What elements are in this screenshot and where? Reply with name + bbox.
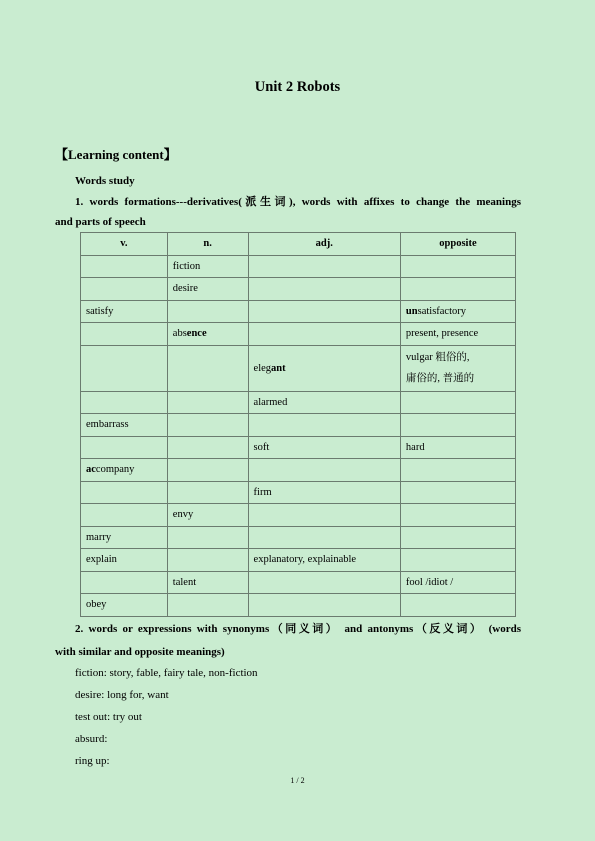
table-cell [81, 549, 168, 572]
cell-text: embarrass [86, 419, 129, 431]
table-row [81, 345, 516, 391]
bold-affix: un [405, 305, 418, 317]
table-cell [167, 594, 248, 617]
cell-text: obey [86, 599, 107, 611]
table-cell [248, 436, 400, 459]
bold-suffix: ence [186, 328, 207, 340]
table-cell [400, 300, 515, 323]
page-title: Unit 2 Robots [254, 79, 341, 95]
table-cell [248, 594, 400, 617]
table-cell [167, 549, 248, 572]
table-cell [81, 278, 168, 301]
synonym-line: absurd: [75, 733, 108, 745]
header-noun: n. [167, 233, 248, 256]
cell-text: desire [172, 283, 198, 295]
table-cell [248, 549, 400, 572]
table-cell [81, 300, 168, 323]
table-cell [248, 414, 400, 437]
point-2-line-1: 2. words or expressions with synonyms（同义词） and antonyms（反义词） (words [75, 623, 521, 635]
table-cell [400, 459, 515, 482]
table-cell [167, 526, 248, 549]
table-cell [167, 436, 248, 459]
point-1-line-1: 1. words formations---derivatives(派生词), words with affixes to change the meanings [75, 196, 521, 208]
table-cell [248, 323, 400, 346]
table-row [81, 459, 516, 482]
cell-text: eleg [253, 362, 272, 374]
synonym-line: ring up: [75, 755, 110, 767]
table-cell [400, 481, 515, 504]
header-opposite: opposite [400, 233, 515, 256]
cell-text: hard [405, 441, 425, 453]
table-cell [167, 481, 248, 504]
table-cell [81, 391, 168, 414]
synonym-line: test out: try out [75, 711, 142, 723]
table-cell [81, 481, 168, 504]
table-cell [248, 459, 400, 482]
table-cell [81, 414, 168, 437]
table-cell [248, 278, 400, 301]
table-cell [81, 436, 168, 459]
cell-text: talent [172, 576, 197, 588]
table-cell [248, 255, 400, 278]
cell-text: company [95, 464, 135, 476]
cell-text-line-2: 庸俗的, 普通的 [405, 372, 475, 384]
table-cell [248, 391, 400, 414]
table-cell [167, 323, 248, 346]
table-row [81, 414, 516, 437]
table-cell [400, 391, 515, 414]
table-row [81, 571, 516, 594]
table-row [81, 594, 516, 617]
table-cell [81, 255, 168, 278]
cell-text: fiction [172, 260, 201, 272]
table-cell [81, 526, 168, 549]
section-heading: 【Learning content】 [55, 147, 177, 162]
cell-text: marry [86, 531, 112, 543]
cell-text: envy [172, 509, 194, 521]
table-cell [167, 571, 248, 594]
table-cell [400, 549, 515, 572]
header-verb: v. [81, 233, 168, 256]
table-cell [400, 255, 515, 278]
table-cell [248, 345, 400, 391]
point-2-line-2: with similar and opposite meanings) [55, 645, 225, 658]
cell-text: satisfactory [417, 305, 467, 317]
table-cell [81, 571, 168, 594]
table-cell [400, 345, 515, 391]
page-number: 1 / 2 [290, 776, 305, 785]
table-cell [167, 504, 248, 527]
table-cell [248, 481, 400, 504]
cell-text: soft [253, 441, 270, 453]
synonym-line: fiction: story, fable, fairy tale, non-fiction [75, 667, 258, 679]
point-1-text [55, 191, 521, 233]
table-cell [248, 300, 400, 323]
table-row [81, 526, 516, 549]
table-cell [400, 436, 515, 459]
table-cell [167, 300, 248, 323]
table-cell [167, 459, 248, 482]
table-cell [400, 594, 515, 617]
cell-text: firm [253, 486, 272, 498]
header-adjective: adj. [248, 233, 400, 256]
cell-text: abs [172, 328, 187, 340]
table-cell [167, 414, 248, 437]
point-1-line-2: and parts of speech [55, 215, 146, 228]
table-cell [400, 571, 515, 594]
table-cell [400, 526, 515, 549]
table-cell [248, 571, 400, 594]
table-cell [400, 414, 515, 437]
bold-suffix: ant [271, 362, 286, 374]
table-cell [167, 255, 248, 278]
table-row [81, 481, 516, 504]
table-cell [400, 504, 515, 527]
table-cell [81, 459, 168, 482]
table-row [81, 549, 516, 572]
table-cell [81, 345, 168, 391]
table-row [81, 278, 516, 301]
table-row [81, 504, 516, 527]
cell-text: fool /idiot / [405, 576, 454, 588]
table-row [81, 323, 516, 346]
table-row [81, 255, 516, 278]
point-2-text [55, 618, 521, 663]
table-cell [167, 345, 248, 391]
synonym-line: desire: long for, want [75, 689, 169, 701]
cell-text: explanatory, explainable [253, 554, 357, 566]
table-cell [167, 391, 248, 414]
table-cell [167, 278, 248, 301]
table-cell [248, 504, 400, 527]
table-header-row [81, 233, 516, 256]
cell-text: explain [86, 554, 117, 566]
table-row [81, 300, 516, 323]
table-cell [400, 278, 515, 301]
table-cell [248, 526, 400, 549]
cell-text: present, presence [405, 328, 479, 340]
table-row [81, 391, 516, 414]
table-cell [81, 504, 168, 527]
cell-text: vulgar 粗俗的, [405, 351, 470, 363]
table-cell [81, 323, 168, 346]
cell-text: alarmed [253, 396, 288, 408]
table-cell [400, 323, 515, 346]
cell-text: satisfy [86, 305, 114, 317]
derivatives-table [80, 232, 516, 617]
table-row [81, 436, 516, 459]
subheading: Words study [75, 175, 135, 187]
bold-affix: ac [86, 464, 96, 476]
table-cell [81, 594, 168, 617]
